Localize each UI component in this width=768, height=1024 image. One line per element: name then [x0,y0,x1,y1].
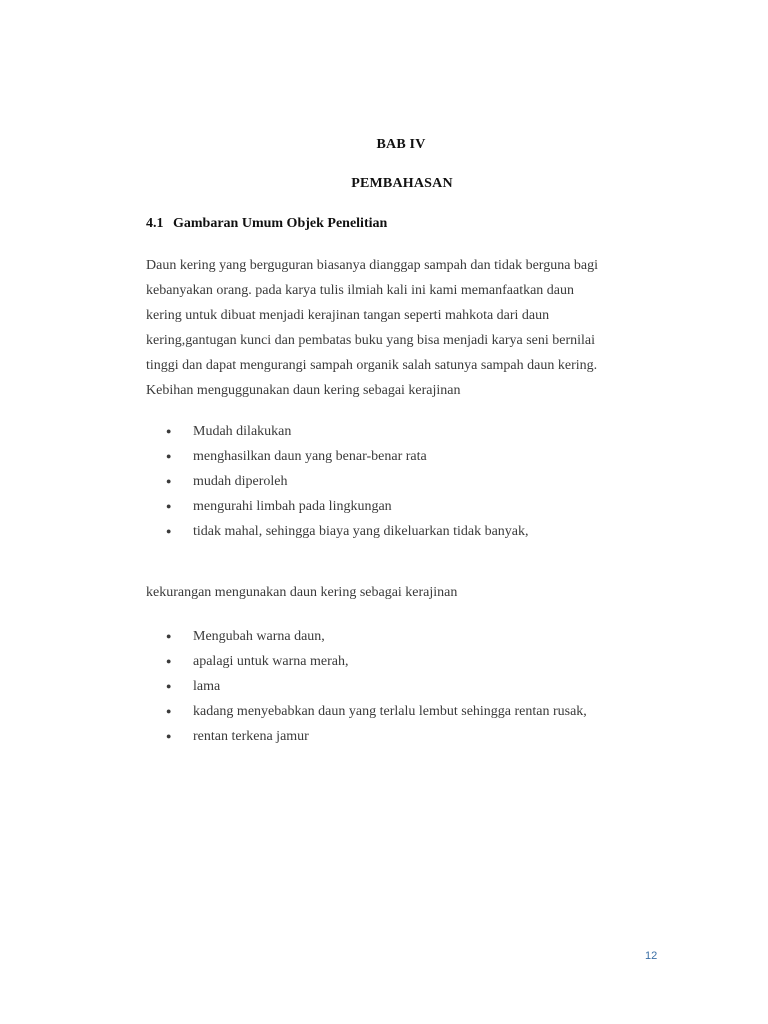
section-heading [146,216,387,232]
list-item-text: mengurahi limbah pada lingkungan [193,499,392,514]
bullet-icon: ● [166,501,172,511]
list-item-text: tidak mahal, sehingga biaya yang dikeluarkan tidak banyak, [193,524,529,539]
list-item [166,699,587,724]
list-item-text: apalagi untuk warna merah, [193,654,349,669]
list-item-text: Mengubah warna daun, [193,629,325,644]
bullet-icon: ● [166,426,172,436]
chapter-title: PEMBAHASAN [351,176,453,191]
list-item [166,444,529,469]
chapter-heading: BAB IV [376,137,426,152]
list-item-text: kadang menyebabkan daun yang terlalu lembut sehingga rentan rusak, [193,704,587,719]
disadvantages-intro: kekurangan mengunakan daun kering sebagai kerajinan [146,585,458,600]
bullet-icon: ● [166,451,172,461]
page-number: 12 [645,950,658,962]
bullet-icon: ● [166,706,172,716]
list-item-text: mudah diperoleh [193,474,288,489]
list-item [166,469,529,494]
list-item-text: lama [193,679,221,694]
section-title: Gambaran Umum Objek Penelitian [173,216,388,231]
list-item [166,419,529,444]
list-item [166,519,529,544]
bullet-icon: ● [166,526,172,536]
paragraph-line: kering untuk dibuat menjadi kerajinan tangan seperti mahkota dari daun [146,308,550,323]
advantages-list [166,419,529,544]
paragraph-line: Daun kering yang berguguran biasanya dianggap sampah dan tidak berguna bagi [146,258,599,273]
list-item-text: Mudah dilakukan [193,424,292,439]
bullet-icon: ● [166,476,172,486]
bullet-icon: ● [166,656,172,666]
bullet-icon: ● [166,631,172,641]
list-item [166,494,529,519]
list-item [166,649,587,674]
paragraph-line: Kebihan menguggunakan daun kering sebagai kerajinan [146,383,461,398]
list-item-text: menghasilkan daun yang benar-benar rata [193,449,427,464]
list-item-text: rentan terkena jamur [193,729,309,744]
paragraph-line: kebanyakan orang. pada karya tulis ilmiah kali ini kami memanfaatkan daun [146,283,575,298]
list-item [166,724,587,749]
bullet-icon: ● [166,731,172,741]
paragraph-line: tinggi dan dapat mengurangi sampah organik salah satunya sampah daun kering. [146,358,598,373]
paragraph-line: kering,gantugan kunci dan pembatas buku yang bisa menjadi karya seni bernilai [146,333,596,348]
disadvantages-list [166,624,587,749]
list-item [166,624,587,649]
intro-paragraph [146,253,666,403]
section-number: 4.1 [146,216,164,231]
bullet-icon: ● [166,681,172,691]
list-item [166,674,587,699]
